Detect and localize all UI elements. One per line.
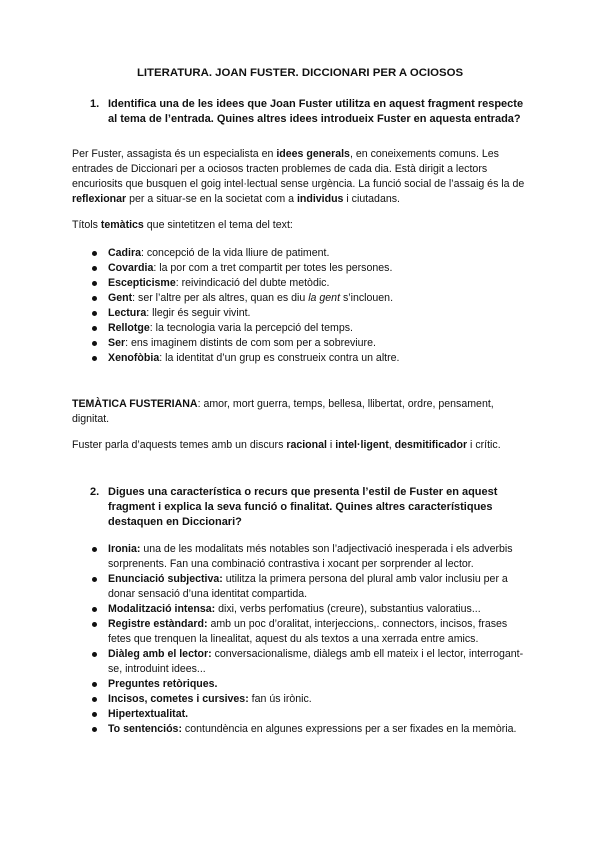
list-item-term: Gent <box>108 292 133 304</box>
titols-text-c: que sintetitzen el tema del text: <box>143 219 293 231</box>
list-item <box>90 677 528 692</box>
list-item-desc: : llegir és seguir vivint. <box>146 307 251 319</box>
list-item <box>90 246 528 261</box>
list-item-desc: : reivindicació del dubte metòdic. <box>175 277 330 289</box>
question-2-number: 2. <box>90 486 100 498</box>
list-item-desc: : ens imaginem distints de com som per a sobreviure. <box>125 337 376 349</box>
intro-bold-f: individus <box>296 193 344 205</box>
list-item <box>90 647 528 677</box>
list-item-desc: conversacionalisme, diàlegs amb ell mateix i el lector, interrogant-se, introduint idees... <box>108 648 524 675</box>
tematica-label: TEMÀTICA FUSTERIANA <box>72 398 198 410</box>
intro-text-g: i ciutadans. <box>343 193 400 205</box>
list-item-term: Registre estàndard: <box>108 618 208 630</box>
fuster-bold-d: intel·ligent <box>335 439 389 451</box>
list-item <box>90 321 528 336</box>
list-item-term: Ironia: <box>108 543 141 555</box>
list-item-term: To sentenciós: <box>108 723 182 735</box>
titols-paragraph <box>72 218 528 233</box>
list-item-desc: amb un poc d’oralitat, interjeccions,. connectors, incisos, frases fetes que trenquen la linealitat, aquest du als textos a una xerrada entre amics. <box>108 618 508 645</box>
list-item-desc: : la identitat d’un grup es construeix contra un altre. <box>159 352 400 364</box>
list-item-term: Escepticisme <box>108 277 176 289</box>
tematica-text: : amor, mort guerra, temps, bellesa, llibertat, ordre, pensament, dignitat. <box>72 398 494 425</box>
list-item <box>90 722 528 737</box>
list-item-term: Lectura <box>108 307 147 319</box>
question-1 <box>90 97 528 127</box>
list-item-term: Enunciació subjectiva: <box>108 573 223 585</box>
list-item-term: Incisos, cometes i cursives: <box>108 693 249 705</box>
fuster-paragraph <box>72 438 528 453</box>
list-item <box>90 542 528 572</box>
list-item <box>90 351 528 366</box>
intro-text-c: , en coneixements comuns. Les entrades de Diccionari per a ociosos tracten problemes de cada dia. Està dirigit a lectors encuriosits que busquen el goig intel·lectual sense urgència. La funció social de l’assaig és la de <box>72 148 525 190</box>
question-1-text: Identifica una de les idees que Joan Fuster utilitza en aquest fragment respecte al tema de l’entrada. Quines altres idees introdueix Fuster en aquesta entrada? <box>108 98 524 125</box>
intro-text-a: Per Fuster, assagista és un especialista en <box>72 148 277 160</box>
list-item <box>90 617 528 647</box>
question-2-text: Digues una característica o recurs que presenta l’estil de Fuster en aquest fragment i explica la seva funció o finalitat. Quines altres característiques destaquen en Diccionari? <box>108 486 498 528</box>
fuster-text-a: Fuster parla d’aquests temes amb un discurs <box>72 439 287 451</box>
tematica-paragraph <box>72 397 528 427</box>
intro-text-e: per a situar-se en la societat com a <box>126 193 297 205</box>
fuster-text-e: , <box>388 439 395 451</box>
list-item-term: Hipertextualitat. <box>108 708 189 720</box>
document-title: LITERATURA. JOAN FUSTER. DICCIONARI PER A OCIOSOS <box>136 67 464 79</box>
list-item-term: Rellotge <box>108 322 150 334</box>
titols-bold-b: temàtics <box>100 219 144 231</box>
list-item <box>90 572 528 602</box>
list-item-term: Cadira <box>108 247 141 259</box>
list-item <box>90 707 528 722</box>
intro-paragraph <box>72 147 528 207</box>
fuster-bold-f: desmitificador <box>394 439 468 451</box>
titols-text-a: Títols <box>72 219 101 231</box>
style-features-list <box>72 542 528 737</box>
list-item-term: Ser <box>108 337 126 349</box>
intro-bold-d: reflexionar <box>72 193 127 205</box>
list-item-term: Covardia <box>108 262 154 274</box>
list-item-desc: : ser l’altre per als altres, quan es diu <box>132 292 309 304</box>
fuster-bold-b: racional <box>286 439 327 451</box>
list-item-term: Preguntes retòriques. <box>108 678 218 690</box>
list-item-desc: : la por com a tret compartit per totes les persones. <box>153 262 393 274</box>
list-item-desc: contundència en algunes expressions per a ser fixades en la memòria. <box>181 723 517 735</box>
list-item-desc: fan ús irònic. <box>248 693 312 705</box>
list-item-desc: dixi, verbs perfomatius (creure), substantius valoratius... <box>215 603 481 615</box>
list-item <box>90 291 528 306</box>
list-item-italic: la gent <box>308 292 341 304</box>
list-item-desc: : la tecnologia varia la percepció del temps. <box>149 322 353 334</box>
list-item <box>90 261 528 276</box>
list-item <box>90 692 528 707</box>
intro-bold-b: idees generals <box>276 148 350 160</box>
list-item-desc: : concepció de la vida lliure de patiment. <box>140 247 330 259</box>
question-2 <box>90 485 528 530</box>
list-item-term: Diàleg amb el lector: <box>108 648 212 660</box>
list-item-tail: s’inclouen. <box>340 292 394 304</box>
themes-list <box>72 246 528 366</box>
question-1-number: 1. <box>90 98 100 110</box>
list-item-desc: una de les modalitats més notables son l’adjectivació inesperada i els adverbis sorprenents. Fan una combinació contrastiva i xocant per sorprender al lector. <box>108 543 513 570</box>
list-item-desc: utilitza la primera persona del plural amb valor inclusiu per a donar sensació d’una identitat compartida. <box>108 573 508 600</box>
list-item <box>90 336 528 351</box>
list-item <box>90 276 528 291</box>
list-item <box>90 306 528 321</box>
fuster-text-c: i <box>326 439 336 451</box>
list-item <box>90 602 528 617</box>
list-item-term: Modalització intensa: <box>108 603 216 615</box>
fuster-text-g: i crític. <box>467 439 501 451</box>
list-item-term: Xenofòbia <box>108 352 160 364</box>
